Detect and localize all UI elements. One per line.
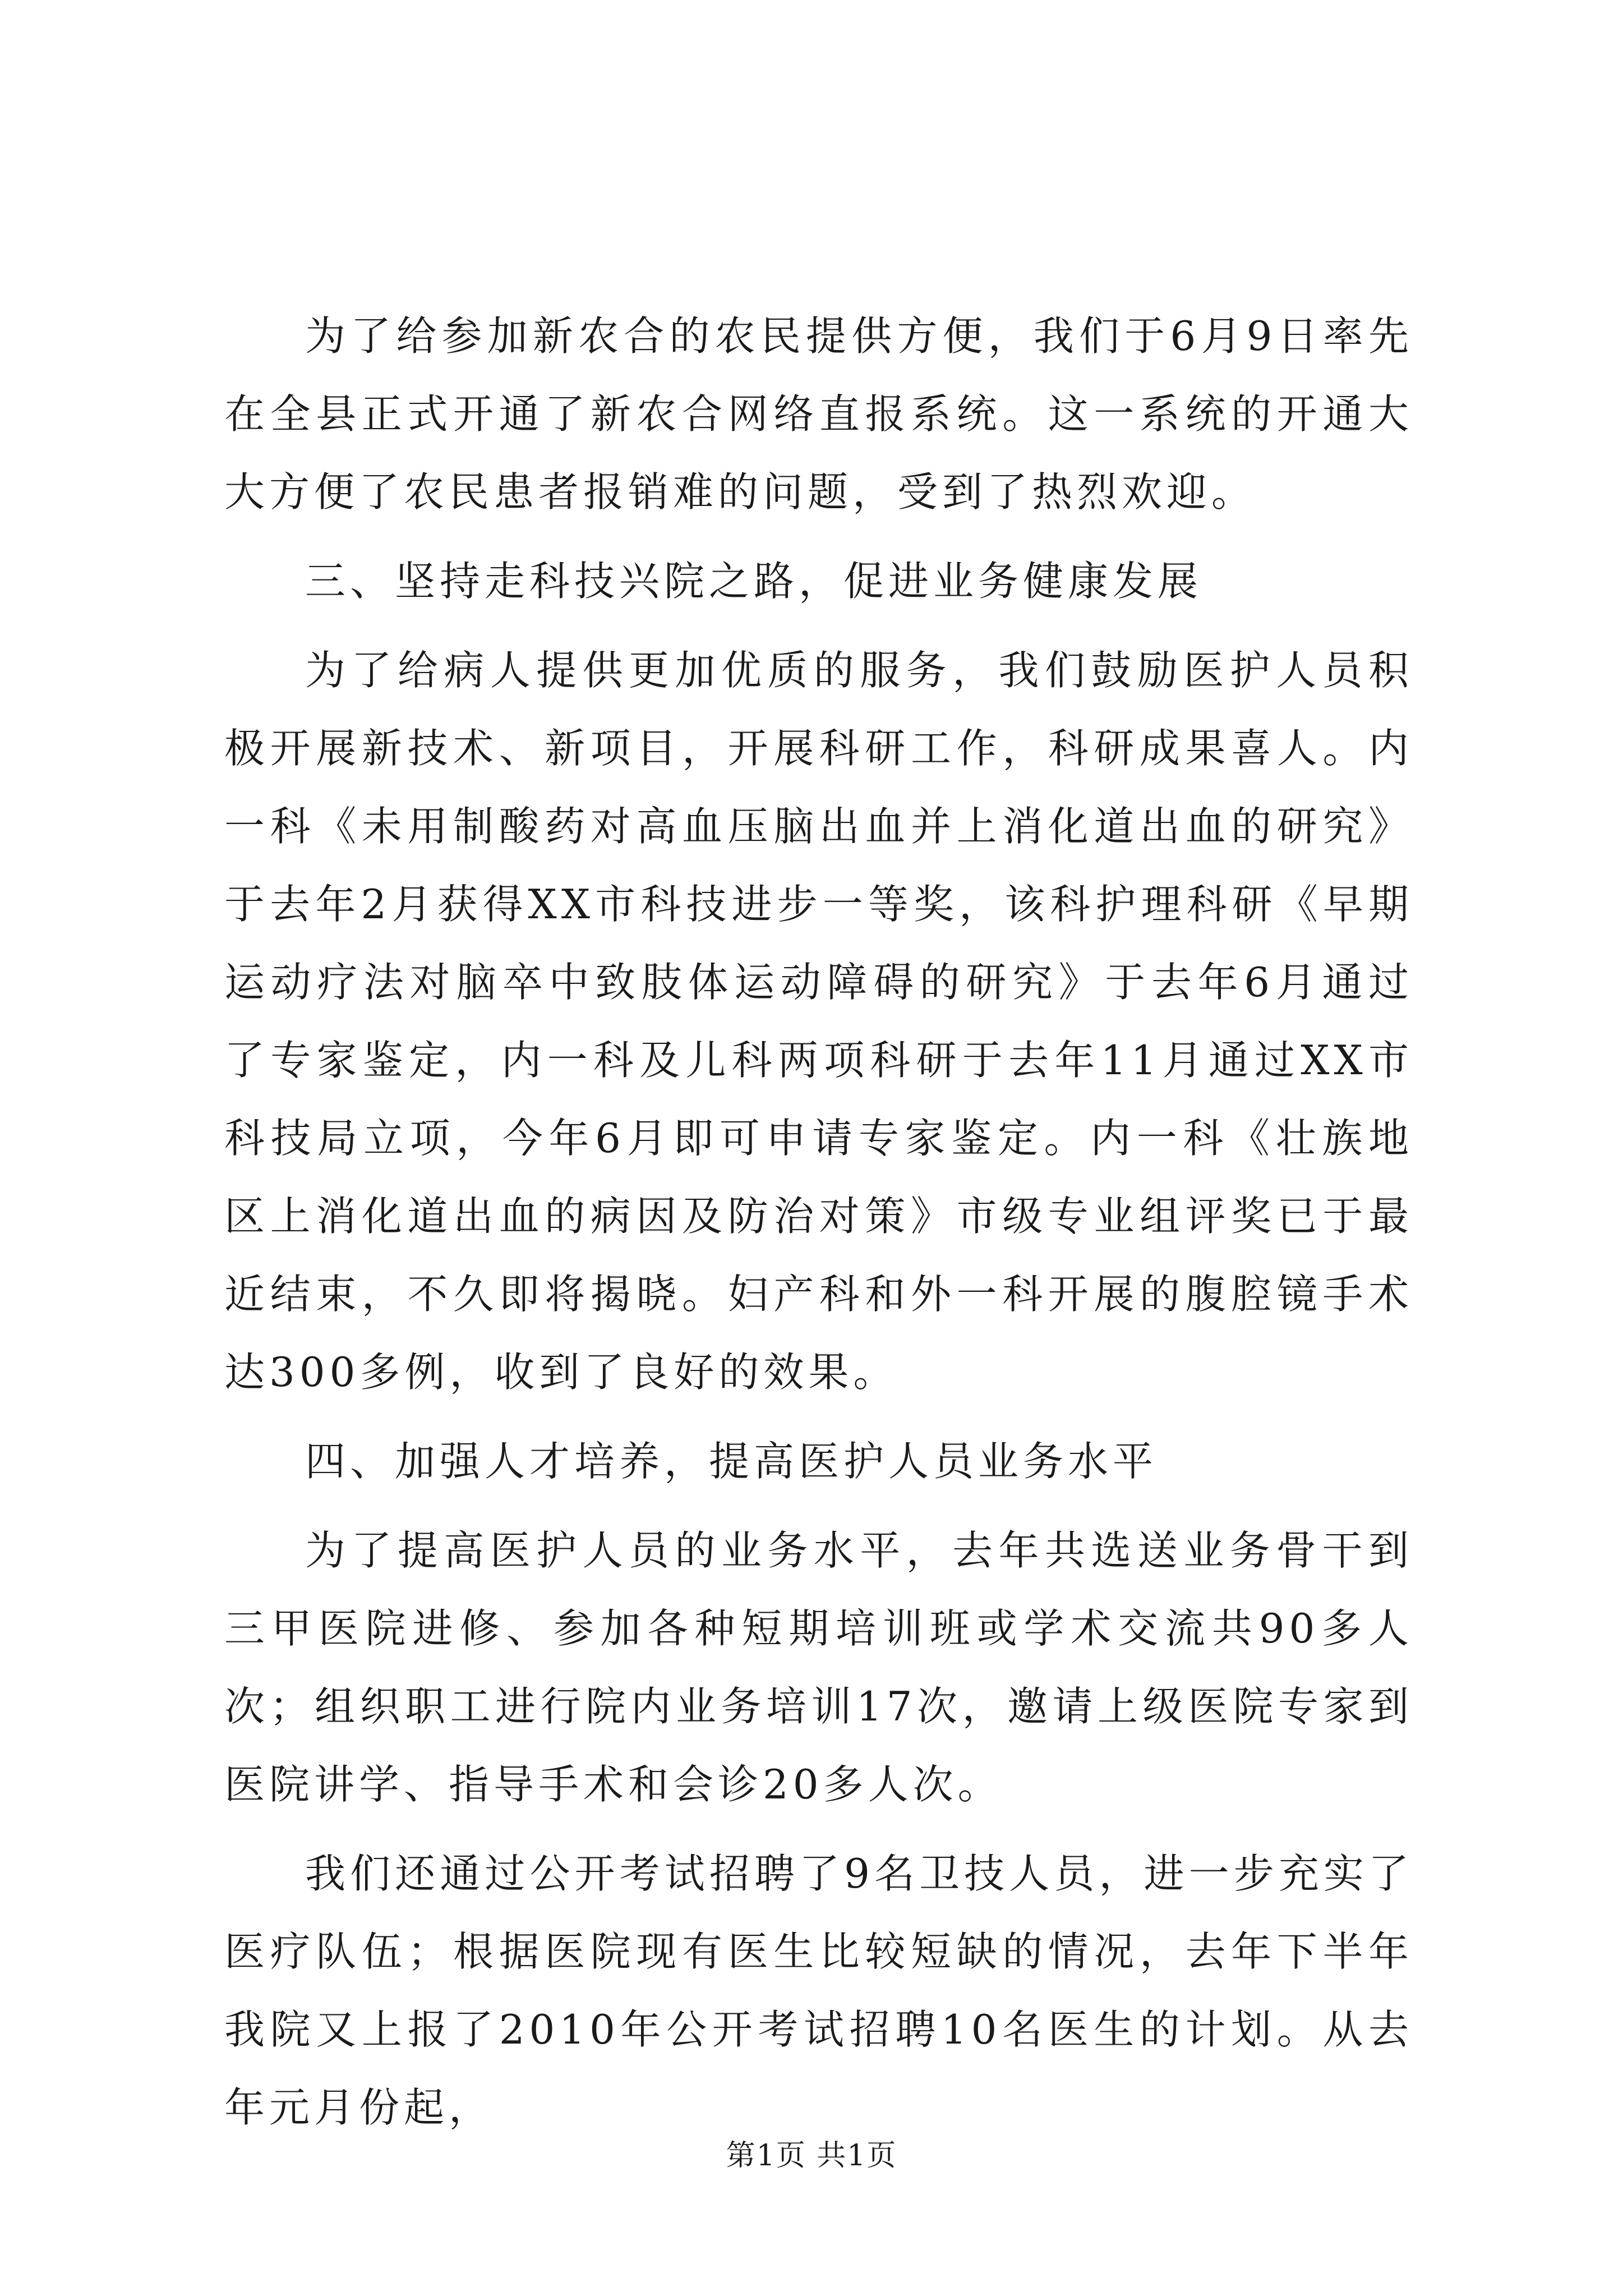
paragraph: 我们还通过公开考试招聘了9名卫技人员，进一步充实了医疗队伍；根据医院现有医生比较短缺的情况，去年下半年我院又上报了2010年公开考试招聘10名医生的计划。从去年元月份起， — [224, 1850, 1413, 2131]
page-footer: 第1页 共1页 — [726, 2139, 897, 2173]
paragraph: 为了给参加新农合的农民提供方便，我们于6月9日率先在全县正式开通了新农合网络直报系统。这一系统的开通大大方便了农民患者报销难的问题，受到了热烈欢迎。 — [224, 312, 1413, 516]
paragraph: 为了提高医护人员的业务水平，去年共选送业务骨干到三甲医院进修、参加各种短期培训班或学术交流共90多人次；组织职工进行院内业务培训17次，邀请上级医院专家到医院讲学、指导手术和会诊20多人次。 — [224, 1527, 1413, 1808]
paragraph: 为了给病人提供更加优质的服务，我们鼓励医护人员积极开展新技术、新项目，开展科研工作，科研成果喜人。内一科《未用制酸药对高血压脑出血并上消化道出血的研究》于去年2月获得XX市科技进步一等奖，该科护理科研《早期运动疗法对脑卒中致肢体运动障碍的研究》于去年6月通过了专家鉴定，内一科及儿科两项科研于去年11月通过XX市科技局立项，今年6月即可申请专家鉴定。内一科《壮族地区上消化道出血的病因及防治对策》市级专业组评奖已于最近结束，不久即将揭晓。妇产科和外一科开展的腹腔镜手术达300多例，收到了良好的效果。 — [224, 647, 1413, 1396]
section-heading: 三、坚持走科技兴院之路，促进业务健康发展 — [305, 558, 1203, 605]
document-body — [224, 297, 1413, 2147]
section-heading: 四、加强人才培养，提高医护人员业务水平 — [305, 1438, 1158, 1485]
